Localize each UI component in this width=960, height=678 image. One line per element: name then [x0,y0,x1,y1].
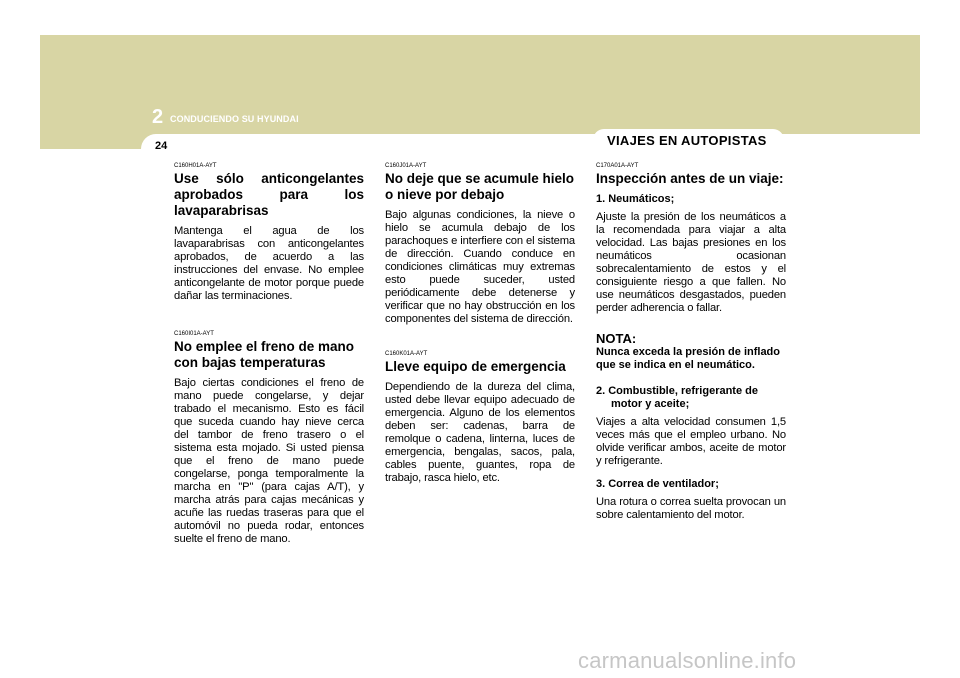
section-code: C170A01A-AYT [596,163,639,169]
section-code: C160K01A-AYT [385,351,428,357]
page-tab [141,134,960,164]
section-code: C160I01A-AYT [174,331,214,337]
section-title: VIAJES EN AUTOPISTAS [607,133,767,148]
column-2 [385,163,575,485]
chapter-number: 2 [152,106,164,128]
column-3 [596,163,786,522]
item-body: Una rotura o correa suelta provocan un sobre calentamiento del motor. [596,496,786,521]
note-title: NOTA: [596,331,637,346]
header-band [40,35,920,149]
item-title: 1. Neumáticos; [596,193,675,205]
item-body: Viajes a alta velocidad consumen 1,5 veces más que el empleo urbano. No olvide verificar ambos, aceite de motor y refrigerante. [596,416,786,467]
item-title: 2. Combustible, refrigerante de motor y aceite; [596,385,758,410]
column-1 [174,163,364,546]
section-code: C160J01A-AYT [385,163,427,169]
section-code: C160H01A-AYT [174,163,217,169]
section-body: Dependiendo de la dureza del clima, usted debe llevar equipo adecuado de emergencia. Alguno de los elementos deben ser: cadenas, barra de remolque o cadena, linterna, luces de emergencia, bengalas, sacos, pala, cables puente, guantes, ropa de trabajo, rasca hielo, etc. [385,381,575,484]
item-title: 3. Correa de ventilador; [596,478,719,490]
item-body: Ajuste la presión de los neumáticos a la recomendada para viajar a alta velocidad. Las bajas presiones en los neumáticos ocasionan sobrecalentamiento de estos y el consiguiente riesgo a que fallen. No use neumáticos desgastados, pueden perder adherencia o fallar. [596,211,786,314]
section-heading: No emplee el freno de mano con bajas temperaturas [174,339,355,370]
page-number: 24 [155,140,168,152]
section-heading: Lleve equipo de emergencia [385,359,566,374]
section-body: Bajo algunas condiciones, la nieve o hielo se acumula debajo de los parachoques e interfiere con el sistema de dirección. Cuando conduce en condiciones climáticas muy extremas esto puede suceder, usted periódicamente debe detenerse y verificar que no hay obstrucción en los componentes del sistema de dirección. [385,209,575,325]
note-body: Nunca exceda la presión de inflado que se indica en el neumático. [596,346,780,371]
section-heading: Use sólo anticongelantes aprobados para los lavaparabrisas [174,171,364,218]
section-heading: No deje que se acumule hielo o nieve por debajo [385,171,575,202]
section-body: Mantenga el agua de los lavaparabrisas con anticongelantes aprobados, de acuerdo a las instrucciones del envase. No emplee anticongelante de motor porque puede dañar las terminaciones. [174,225,364,302]
section-body: Bajo ciertas condiciones el freno de mano puede congelarse, y dejar trabado el mecanismo. Esto es fácil que suceda cuando hay nieve cerca del tambor de freno trasero o el sistema esta mojado. Si usted piensa que el freno de mano puede congelarse, ponga temporalmente la marcha en "P" (para cajas A/T), y marcha atrás para cajas mecánicas y acuñe las ruedas traseras para que el automóvil no pueda rodar, entonces suelte el freno de mano. [174,377,364,545]
section-heading: Inspección antes de un viaje: [596,171,784,186]
watermark: carmanualsonline.info [578,648,797,673]
chapter-title: CONDUCIENDO SU HYUNDAI [170,114,299,124]
